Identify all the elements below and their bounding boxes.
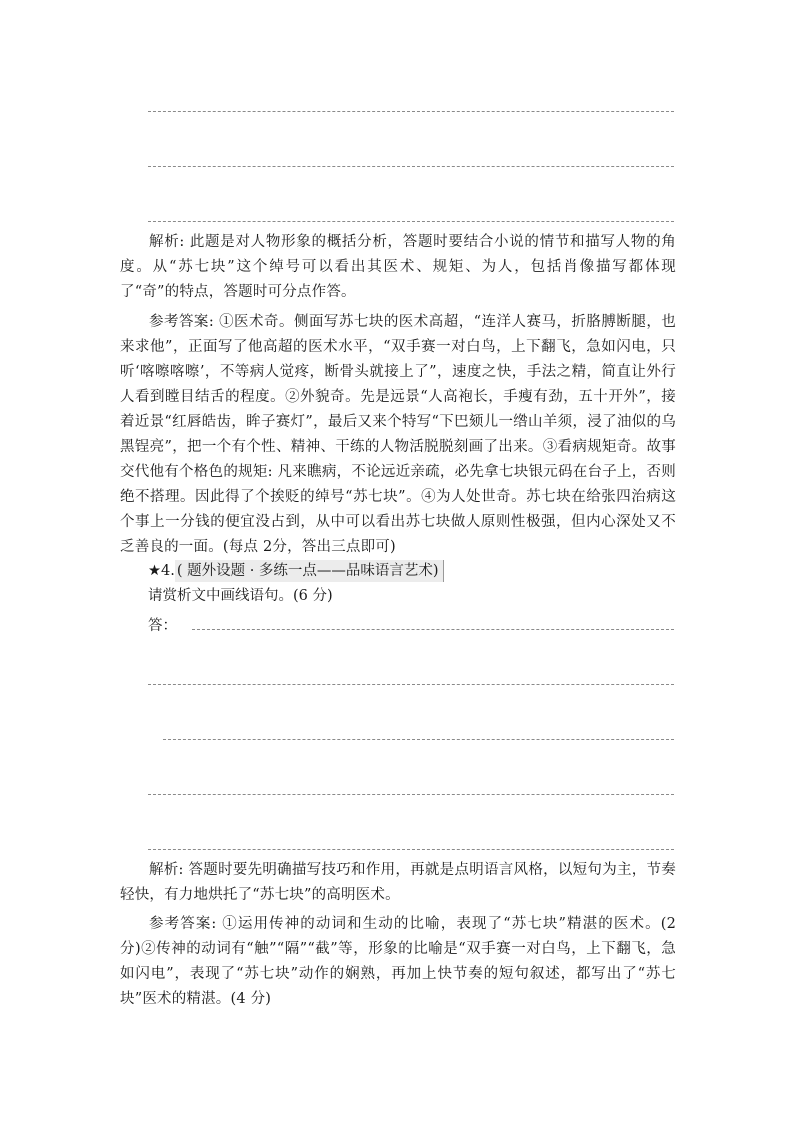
answer-blank-line xyxy=(148,794,674,795)
question-prompt: 请赏析文中画线语句。(6 分) xyxy=(148,588,333,604)
answer-blank-line xyxy=(163,739,674,740)
answer-blank-line xyxy=(148,221,674,222)
analysis-paragraph: 解析: 答题时要先明确描写技巧和作用，再就是点明语言风格，以短句为主，节奏轻快，有力地烘托了“苏七块”的高明医术。 xyxy=(120,862,676,903)
answer-blank-line xyxy=(148,849,674,850)
answer-blank-line xyxy=(148,684,674,685)
answer-blank-line xyxy=(148,166,674,167)
question-tag: ( 题外设题 · 多练一点——品味语言艺术) xyxy=(175,560,444,582)
reference-answer-paragraph: 参考答案: ①医术奇。侧面写苏七块的医术高超，“连洋人赛马，折胳膊断腿，也来求他”，正面写了他高超的医术水平，“双手赛一对白鸟，上下翻飞，急如闪电，只听‘喀嚓喀嚓’，不等病人觉疼，断骨头就接上了”，速度之快，手法之精，简直让外行人看到瞠目结舌的程度。②外貌奇。先是远景“人高袍长，手瘦有劲，五十开外”，接着近景“红唇皓齿，眸子赛灯”，最后又来个特写“下巴颏儿一绺山羊须，浸了油似的乌黑锃亮”，把一个有个性、精神、干练的人物活脱脱刻画了出来。③看病规矩奇。故事交代他有个格色的规矩: 凡来瞧病，不论远近亲疏，必先拿七块银元码在台子上，否则绝不搭理。因此得了个挨贬的绰号“苏七块”。④为人处世奇。苏七块在给张四治病这个事上一分钱的便宜没占到，从中可以看出苏七块做人原则性极强，但内心深处又不乏善良的一面。(每点 2分，答出三点即可) xyxy=(120,314,676,555)
question-number: ★4. xyxy=(148,563,175,579)
answer-blank-line xyxy=(192,629,674,630)
analysis-paragraph: 解析: 此题是对人物形象的概括分析，答题时要结合小说的情节和描写人物的角度。从“苏七块”这个绰号可以看出其医术、规矩、为人，包括肖像描写都体现了“奇”的特点，答题时可分点作答。 xyxy=(120,234,676,300)
reference-answer-paragraph: 参考答案: ①运用传神的动词和生动的比喻，表现了“苏七块”精湛的医术。(2 分)②传神的动词有“触”“隔”“截”等，形象的比喻是“双手赛一对白鸟，上下翻飞，急如闪电”，表现了“苏七块”动作的娴熟，再加上快节奏的短句叙述，都写出了“苏七块”医术的精湛。(4 分) xyxy=(120,916,676,1007)
answer-blank-line xyxy=(148,111,674,112)
answer-label: 答： xyxy=(148,618,177,634)
question-header xyxy=(148,560,444,582)
